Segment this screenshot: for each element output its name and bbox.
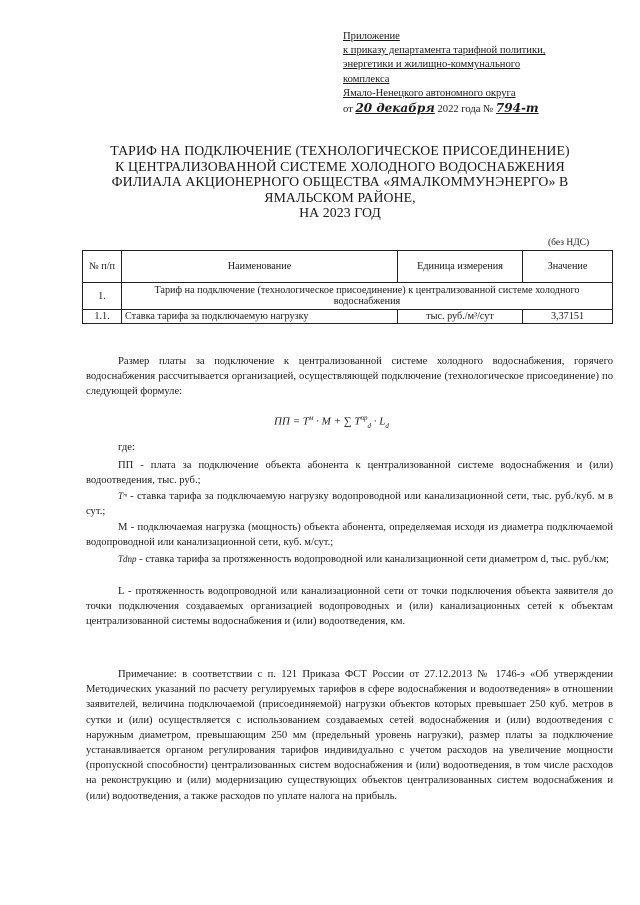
appendix-line-3: энергетики и жилищно-коммунального bbox=[343, 59, 521, 71]
formula-mid: · М + ∑ Т bbox=[313, 415, 361, 428]
definition-tm bbox=[86, 489, 613, 519]
date-year: 2022 года № bbox=[437, 104, 494, 116]
row-name: Тариф на подключение (технологическое присоединение) к централизованной системе холодного водоснабжения bbox=[122, 283, 613, 310]
table-row bbox=[83, 283, 613, 310]
appendix-line-5: Ямало-Ненецкого автономного округа bbox=[343, 87, 516, 99]
symbol-td: Тdпр bbox=[118, 554, 137, 564]
paragraph-formula-intro: Размер платы за подключение к централизованной системе холодного водоснабжения, горячего водоснабжения рассчитывается организацией, осуществляющей подключение (технологическое присоединение) по следующей формуле: bbox=[86, 356, 613, 398]
tariff-table bbox=[82, 250, 613, 324]
handwritten-date: 20 декабря bbox=[355, 101, 435, 116]
definition-m: М - подключаемая нагрузка (мощность) объекта абонента, определяемая исходя из диаметра подключаемой водопроводной или канализационной сети, куб. м/сут.; bbox=[86, 522, 613, 549]
definition-td bbox=[86, 552, 613, 567]
table-row bbox=[83, 310, 613, 324]
appendix-date-line bbox=[343, 101, 613, 117]
header-number: № п/п bbox=[83, 251, 122, 283]
document-title bbox=[70, 143, 610, 221]
formula-sup-m: м bbox=[308, 414, 314, 422]
row-unit: тыс. руб./м³/сут bbox=[398, 310, 523, 324]
payment-formula bbox=[274, 414, 389, 430]
definition-tm-text: - ставка тарифа за подключаемую нагрузку водопроводной или канализационной сети, тыс. руб./куб. м в сут.; bbox=[86, 491, 613, 518]
title-line-3: ФИЛИАЛА АКЦИОНЕРНОГО ОБЩЕСТВА «ЯМАЛКОММУНЭНЕРГО» В bbox=[111, 174, 569, 190]
title-line-2: К ЦЕНТРАЛИЗОВАННОЙ СИСТЕМЕ ХОЛОДНОГО ВОДОСНАБЖЕНИЯ bbox=[115, 158, 565, 174]
note-paragraph: Примечание: в соответствии с п. 121 Приказа ФСТ России от 27.12.2013 № 1746-э «Об утверждении Методических указаний по расчету регулируемых тарифов в сфере водоснабжения и водоотведения» в отношении заявителей, величина подключаемой (присоединяемой) нагрузки объектов которых превышает 250 куб. метров в сутки и (или) осуществляется с использованием создаваемых сетей водоснабжения и (или) водоотведения с наружным диаметром, превышающим 250 мм (предельный уровень нагрузки), размер платы за подключение устанавливается органом регулирования тарифов индивидуально с учетом расходов на увеличение мощности (пропускной способности) централизованных систем водоснабжения и (или) водоотведения, в том числе расходов на реконструкцию и (или) модернизацию существующих объектов централизованных систем водоснабжения и (или) водоотведения, а также расходов по уплате налога на прибыль. bbox=[86, 669, 613, 802]
symbol-tm: Тᵐ bbox=[118, 491, 127, 501]
where-label: где: bbox=[118, 442, 135, 453]
title-line-5: НА 2023 ГОД bbox=[299, 205, 381, 221]
table-header-row bbox=[83, 251, 613, 283]
formula-sub-d: d bbox=[367, 421, 371, 430]
appendix-line-1: Приложение bbox=[343, 31, 400, 42]
appendix-line-2: к приказу департамента тарифной политики, bbox=[343, 45, 546, 57]
definition-pp: ПП - плата за подключение объекта абонента к централизованной системе водоснабжения и (или) водоотведения, тыс. руб.; bbox=[86, 460, 613, 487]
row-number: 1. bbox=[83, 283, 122, 310]
title-line-1: ТАРИФ НА ПОДКЛЮЧЕНИЕ (ТЕХНОЛОГИЧЕСКОЕ ПРИСОЕДИНЕНИЕ) bbox=[110, 143, 570, 158]
vat-note: (без НДС) bbox=[548, 238, 590, 248]
appendix-line-4: комплекса bbox=[343, 73, 390, 85]
row-value: 3,37151 bbox=[523, 310, 613, 324]
definition-l: L - протяженность водопроводной или канализационной сети от точки подключения объекта заявителя до точки подключения создаваемых организацией водопроводных и (или) канализационных сетей к объектам централизованной системы водоснабжения и (или) водоотведения, км. bbox=[86, 586, 613, 628]
formula-end: · L bbox=[370, 415, 386, 428]
appendix-block bbox=[343, 30, 613, 117]
date-prefix: от bbox=[343, 104, 353, 116]
title-line-4: ЯМАЛЬСКОМ РАЙОНЕ, bbox=[264, 189, 416, 205]
formula-sub-d2: d bbox=[385, 421, 389, 430]
row-number: 1.1. bbox=[83, 310, 122, 324]
header-value: Значение bbox=[523, 251, 613, 283]
formula-lhs: ПП = Т bbox=[274, 415, 309, 428]
header-name: Наименование bbox=[122, 251, 398, 283]
row-name: Ставка тарифа за подключаемую нагрузку bbox=[122, 310, 398, 324]
handwritten-order-number: 794-т bbox=[495, 101, 539, 116]
formula-sup-pr: пр bbox=[360, 414, 368, 422]
definition-td-text: - ставка тарифа за протяженность водопроводной или канализационной сети диаметром d, тыс. руб./км; bbox=[136, 554, 610, 565]
header-unit: Единица измерения bbox=[398, 251, 523, 283]
